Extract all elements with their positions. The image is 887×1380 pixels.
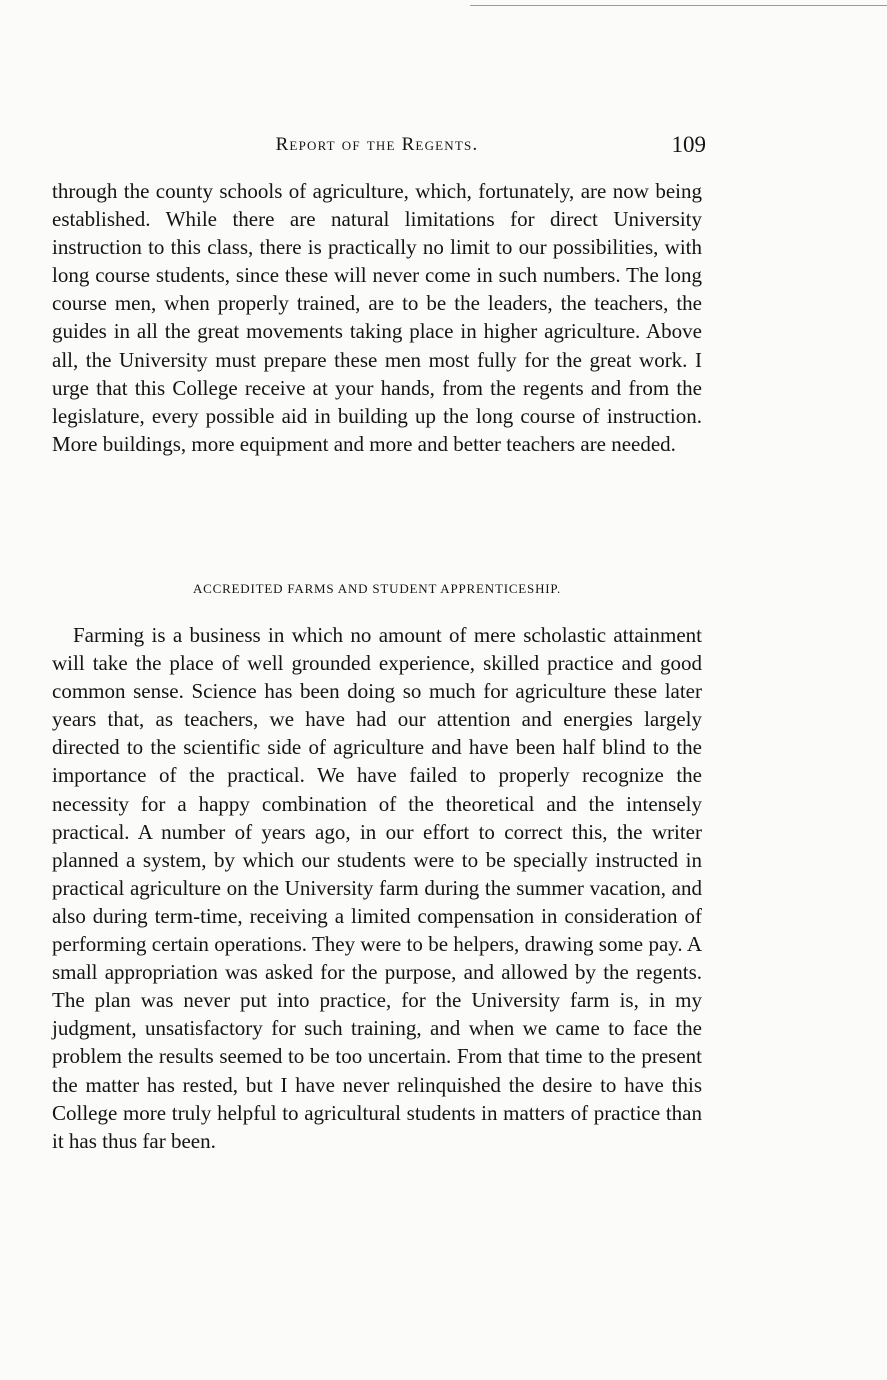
page-header	[48, 132, 706, 160]
page-number: 109	[671, 132, 706, 157]
section-heading: ACCREDITED FARMS AND STUDENT APPRENTICESHIP.	[192, 581, 562, 596]
body-paragraph-continued: through the county schools of agriculture, which, fortunately, are now being established. While there are natural limitations for direct University instruction to this class, there is practically no limit to our possibilities, with long course students, since these will never come in such numbers. The long course men, when properly trained, are to be the leaders, the teachers, the guides in all the great movements taking place in higher agriculture. Above all, the University must prepare these men most fully for the great work. I urge that this College receive at your hands, from the regents and from the legislature, every possible aid in building up the long course of instruction. More buildings, more equipment and more and better teachers are needed.	[52, 179, 702, 456]
top-edge-rule	[470, 5, 887, 6]
body-paragraph-farming: Farming is a business in which no amount of mere scholastic attainment will take the place of well grounded experience, skilled practice and good common sense. Science has been doing so much for agriculture these later years that, as teachers, we have had our attention and energies largely directed to the scientific side of agriculture and have been half blind to the importance of the practical. We have failed to properly recognize the necessity for a happy combination of the theoretical and the intensely practical. A number of years ago, in our effort to correct this, the writer planned a system, by which our students were to be specially instructed in practical agriculture on the University farm during the summer vacation, and also during term-time, receiving a limited compensation in consideration of performing certain operations. They were to be helpers, drawing some pay. A small appropriation was asked for the purpose, and allowed by the regents. The plan was never put into practice, for the University farm is, in my judgment, unsatisfactory for such training, and when we came to face the problem the results seemed to be too uncertain. From that time to the present the matter has rested, but I have never relinquished the desire to have this College more truly helpful to agricultural students in matters of practice than it has thus far been.	[52, 623, 702, 1153]
running-head: Report of the Regents.	[275, 134, 479, 155]
